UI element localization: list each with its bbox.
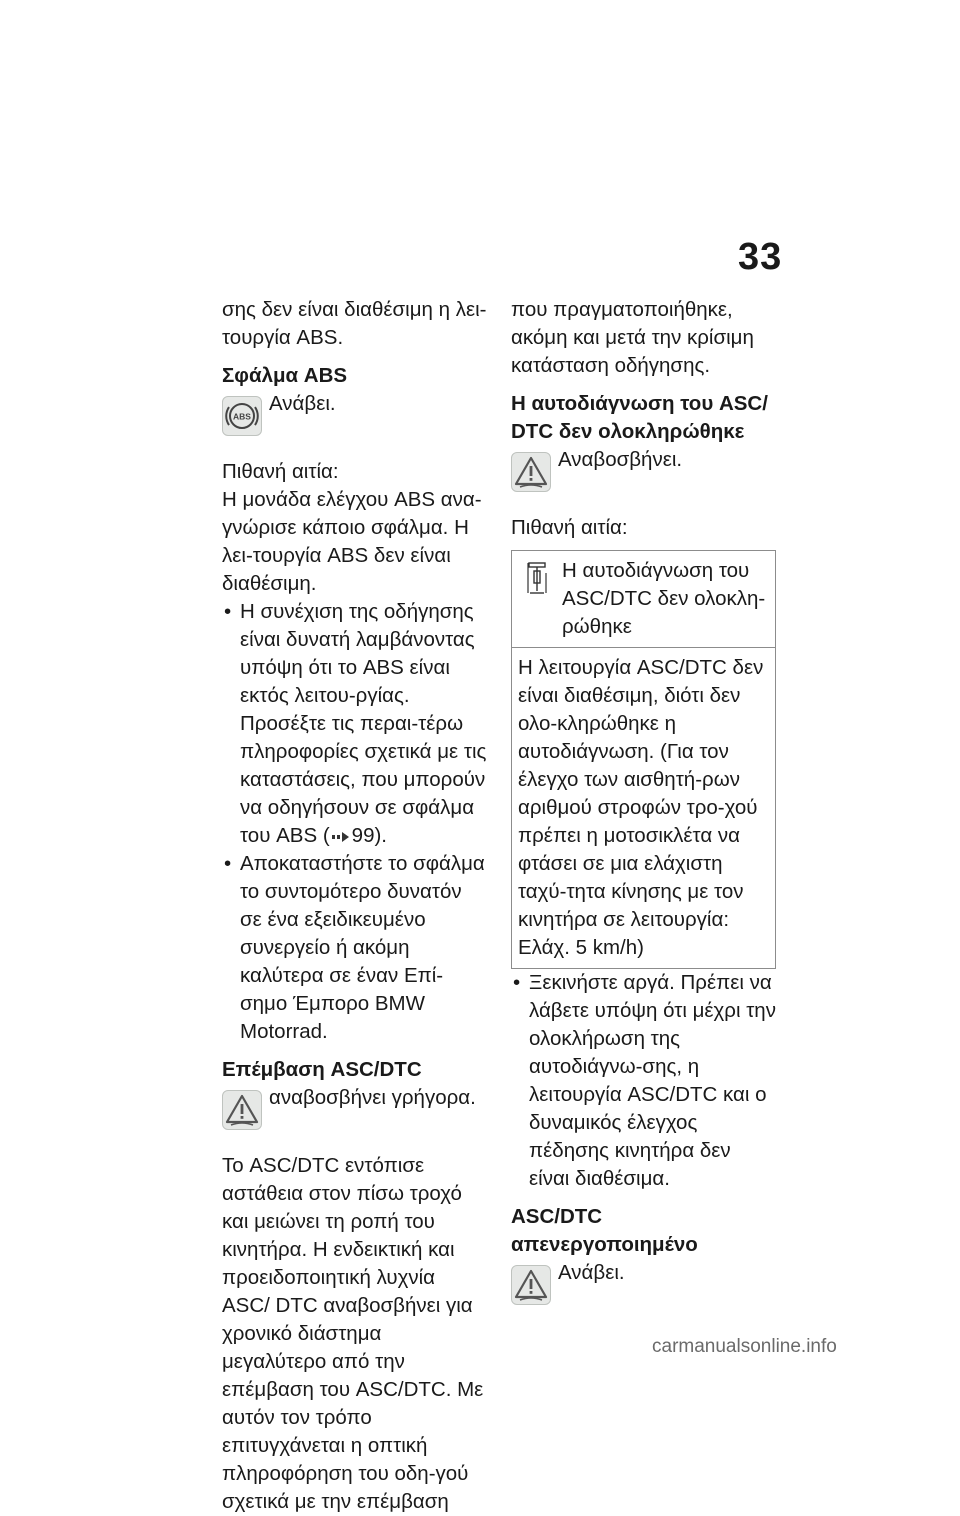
heading-asc-dtc-deactivated: ASC/DTC απενεργοποιημένο [511,1205,698,1256]
paragraph-asc-intervention: Το ASC/DTC εντόπισε αστάθεια στον πίσω τροχό και μειώνει τη ροπή του κινητήρα. Η ενδεικτική και προειδοποιητική λυχνία ASC/ DTC αναβοσβήνει για χρονικό διάστημα μεγαλύτερο από την επέμβαση του ASC/DTC. Με αυτόν τον τρόπο επιτυγχάνεται η οπτική πληροφόρηση του οδη-γού σχετικά με την επέμβαση [222,1154,484,1513]
paragraph-critical-situation: που πραγματοποιήθηκε, ακόμη και μετά την κρίσιμη κατάσταση οδήγησης. [511,298,754,377]
cause-table-header-text: Η αυτοδιάγνωση του ASC/DTC δεν ολοκλη-ρώθηκε [562,559,766,638]
page-reference-arrow-icon [332,831,350,843]
self-diagnosis-indicator-row [511,446,776,502]
asc-intervention-row [222,1084,487,1140]
possible-cause-label: Πιθανή αιτία: [511,516,628,539]
asc-dtc-warning-icon [511,452,551,492]
asc-deactivated-icon-state: Ανάβει. [558,1261,625,1284]
motorcycle-stand-icon [526,561,550,597]
cause-table [511,550,776,969]
asc-dtc-warning-icon [222,1090,262,1130]
bullet-continue-riding-text: Η συνέχιση της οδήγησης είναι δυνατή λαμβάνοντας υπόψη ότι το ABS είναι εκτός λειτου-ργίας. Προσέξτε τις περαι-τέρω πληροφορίες σχετικά με τις καταστάσεις, που μπορούν να οδηγήσουν σε σφάλμα του ABS ( [240,600,487,847]
heading-abs-fault: Σφάλμα ABS [222,364,348,387]
abs-warning-icon [222,396,262,436]
bullet-repair-fault: • Αποκαταστήστε το σφάλμα το συντομότερο δυνατόν σε ένα εξειδικευμένο συνεργείο ή ακόμη καλύτερα σε έναν Επί-σημο Έμπορο BMW Motorrad. [222,850,487,1046]
cause-table-header [512,551,775,648]
asc-dtc-warning-icon [511,1265,551,1305]
page-reference: 99). [351,824,387,847]
asc-deactivated-row [511,1259,776,1315]
bullet-start-slowly: • Ξεκινήστε αργά. Πρέπει να λάβετε υπόψη ότι μέχρι την ολοκλήρωση της αυτοδιάγνω-σης, η λειτουργία ASC/DTC και ο δυναμικός έλεγχος πέδησης κινητήρα δεν είναι διαθέσιμα. [511,969,776,1193]
self-diagnosis-icon-state: Αναβοσβήνει. [558,448,683,471]
possible-cause-label: Πιθανή αιτία: [222,460,339,483]
abs-indicator-row [222,390,487,446]
right-column [511,296,776,1315]
cause-table-body: Η λειτουργία ASC/DTC δεν είναι διαθέσιμη, διότι δεν ολο-κληρώθηκε η αυτοδιάγνωση. (Για τον έλεγχο των αισθητή-ρων αριθμού στροφών τρο-χού πρέπει η μοτοσικλέτα να φτάσει σε μια ελάχιστη ταχύ-τητα κίνησης με τον κινητήρα σε λειτουργία: Ελάχ. 5 km/h) [518,656,764,959]
page-number: 33 [738,236,783,278]
heading-self-diagnosis: Η αυτοδιάγνωση του ASC/ DTC δεν ολοκληρώθηκε [511,392,768,443]
abs-icon-state: Ανάβει. [269,392,336,415]
svg-text:ABS: ABS [233,411,251,422]
footer-watermark: carmanualsonline.info [652,1336,837,1357]
left-column [222,296,487,1516]
paragraph-abs-fault-detected: Η μονάδα ελέγχου ABS ανα-γνώρισε κάποιο σφάλμα. Η λει-τουργία ABS δεν είναι διαθέσιμη. [222,488,482,595]
bullet-continue-riding [222,598,487,850]
paragraph-abs-unavailable: σης δεν είναι διαθέσιμη η λει-τουργία ABS. [222,298,487,349]
asc-icon-state: αναβοσβήνει γρήγορα. [269,1086,476,1109]
heading-asc-dtc-intervention: Επέμβαση ASC/DTC [222,1058,422,1081]
